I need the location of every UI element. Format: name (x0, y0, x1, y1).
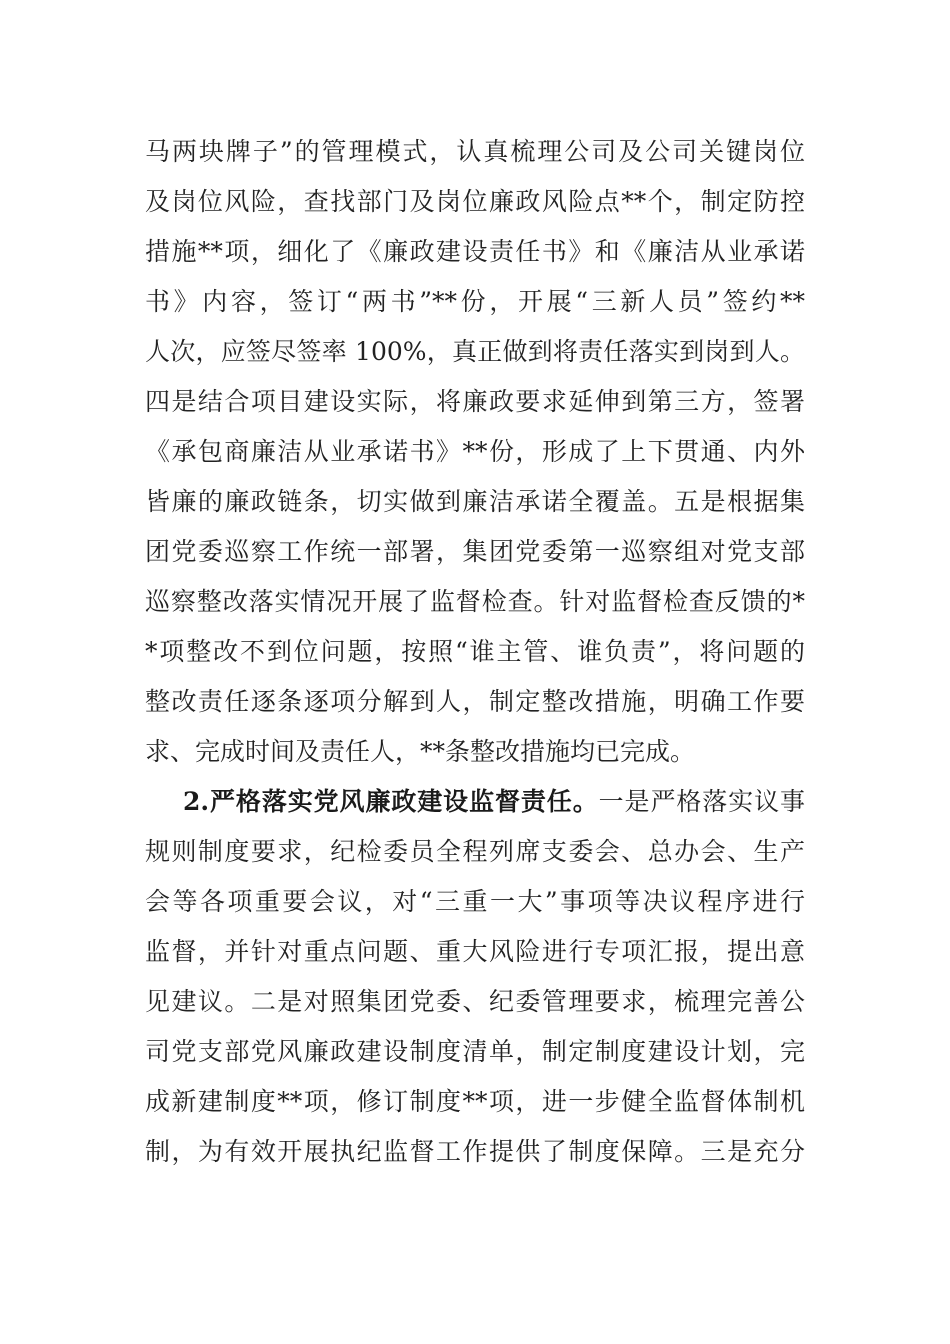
paragraph-1 (145, 127, 805, 777)
paragraph-1-line: 整改责任逐条逐项分解到人，制定整改措施，明确工作要 (145, 687, 805, 716)
paragraph-2-line: 会等各项重要会议，对“三重一大”事项等决议程序进行 (145, 887, 805, 916)
paragraph-2-line: 规则制度要求，纪检委员全程列席支委会、总办会、生产 (145, 837, 805, 866)
paragraph-1-line: 巡察整改落实情况开展了监督检查。针对监督检查反馈的* (145, 587, 805, 616)
paragraph-1-line: 马两块牌子”的管理模式，认真梳理公司及公司关键岗位 (145, 137, 805, 166)
paragraph-1-line: 四是结合项目建设实际，将廉政要求延伸到第三方，签署 (145, 387, 805, 416)
paragraph-2-line: 成新建制度**项，修订制度**项，进一步健全监督体制机 (145, 1087, 805, 1116)
paragraph-2-line: 监督，并针对重点问题、重大风险进行专项汇报，提出意 (145, 937, 805, 966)
paragraph-2 (145, 777, 805, 1177)
paragraph-1-line: *项整改不到位问题，按照“谁主管、谁负责”，将问题的 (145, 637, 805, 666)
paragraph-1-line: 团党委巡察工作统一部署，集团党委第一巡察组对党支部 (145, 537, 805, 566)
paragraph-1-line: 及岗位风险，查找部门及岗位廉政风险点**个，制定防控 (145, 187, 805, 216)
paragraph-2-first-line (145, 777, 805, 827)
paragraph-2-first-line-text: 一是严格落实议事 (598, 787, 805, 816)
section-heading: 2.严格落实党风廉政建设监督责任。 (183, 787, 599, 816)
paragraph-1-line: 人次，应签尽签率 100%，真正做到将责任落实到岗到人。 (145, 337, 805, 366)
paragraph-1-line: 书》内容，签订“两书”**份，开展“三新人员”签约** (145, 287, 805, 316)
paragraph-2-line: 见建议。二是对照集团党委、纪委管理要求，梳理完善公 (145, 987, 805, 1016)
paragraph-1-line: 《承包商廉洁从业承诺书》**份，形成了上下贯通、内外 (145, 437, 805, 466)
paragraph-1-line: 措施**项，细化了《廉政建设责任书》和《廉洁从业承诺 (145, 237, 805, 266)
paragraph-1-line: 皆廉的廉政链条，切实做到廉洁承诺全覆盖。五是根据集 (145, 487, 805, 516)
paragraph-2-line: 司党支部党风廉政建设制度清单，制定制度建设计划，完 (145, 1037, 805, 1066)
paragraph-2-line: 制，为有效开展执纪监督工作提供了制度保障。三是充分 (145, 1137, 805, 1166)
paragraph-1-line: 求、完成时间及责任人，**条整改措施均已完成。 (145, 737, 696, 766)
